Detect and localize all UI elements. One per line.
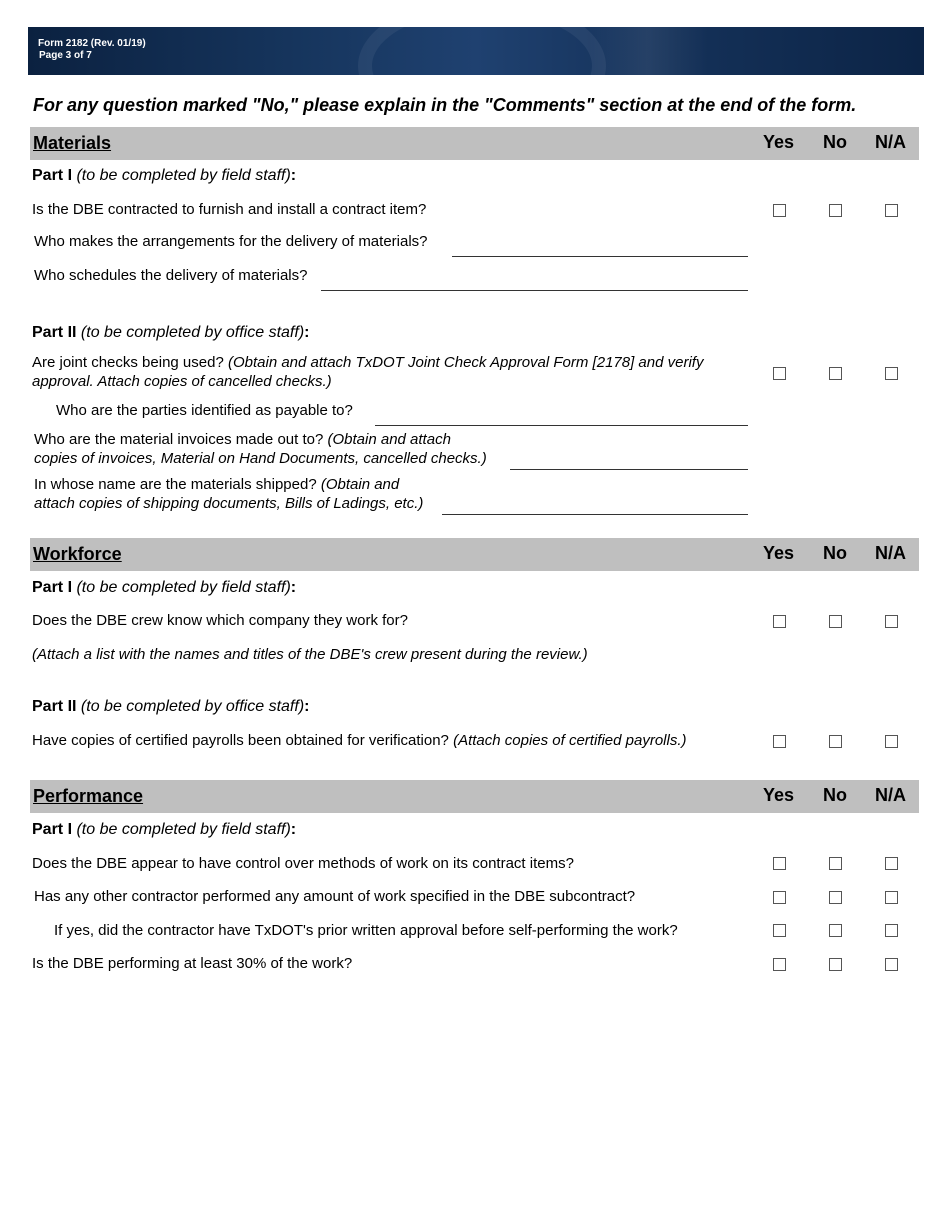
answer-line-invoices[interactable] <box>510 469 748 470</box>
part-note: (to be completed by office staff) <box>80 698 305 715</box>
question-parties: Who are the parties identified as payable to? <box>56 402 353 419</box>
na-checkbox[interactable] <box>885 958 898 971</box>
no-checkbox[interactable] <box>829 958 842 971</box>
question-text: In whose name are the materials shipped? <box>34 476 317 493</box>
part-colon: : <box>290 579 297 596</box>
na-checkbox[interactable] <box>885 924 898 937</box>
column-na: N/A <box>875 543 906 563</box>
column-no: No <box>823 132 847 152</box>
column-yes: Yes <box>763 543 795 563</box>
question-note: attach copies of shipping documents, Bills of Ladings, etc.) <box>34 495 424 512</box>
na-checkbox[interactable] <box>885 367 898 380</box>
question-note: (Obtain and attach TxDOT Joint Check Approval Form [2178] and verify approval. Attach copies of cancelled checks.) <box>32 354 704 390</box>
part-label: Part I <box>32 579 73 596</box>
attach-note: (Attach a list with the names and titles of the DBE's crew present during the review.) <box>32 646 588 663</box>
no-checkbox[interactable] <box>829 367 842 380</box>
answer-line-shipped[interactable] <box>442 514 748 515</box>
question-note: (Obtain and <box>320 476 400 493</box>
yes-checkbox[interactable] <box>773 891 786 904</box>
yes-checkbox[interactable] <box>773 735 786 748</box>
question-arrangements: Who makes the arrangements for the delivery of materials? <box>34 233 428 250</box>
na-checkbox[interactable] <box>885 735 898 748</box>
part-colon: : <box>304 324 310 341</box>
answer-line-schedules[interactable] <box>321 290 748 291</box>
form-header-banner <box>28 27 924 75</box>
form-number: Form 2182 (Rev. 01/19) <box>38 38 146 49</box>
part-colon: : <box>304 698 310 715</box>
answer-line-arrangements[interactable] <box>452 256 748 257</box>
part-label: Part II <box>32 324 77 341</box>
section-header-performance <box>30 780 919 813</box>
no-checkbox[interactable] <box>829 924 842 937</box>
part-label: Part II <box>32 698 77 715</box>
part-note: (to be completed by field staff) <box>76 579 291 596</box>
column-yes: Yes <box>763 132 795 152</box>
question-text: Have copies of certified payrolls been obtained for verification? <box>32 732 449 749</box>
part-heading <box>32 166 296 185</box>
question-text: Are joint checks being used? <box>32 354 224 371</box>
question-schedules: Who schedules the delivery of materials? <box>34 267 308 284</box>
section-header-workforce <box>30 538 919 571</box>
part-heading <box>32 697 309 716</box>
instruction-text: For any question marked "No," please explain in the "Comments" section at the end of the form. <box>33 95 857 115</box>
column-na: N/A <box>875 132 906 152</box>
question-note: (Obtain and attach <box>327 431 451 448</box>
yes-checkbox[interactable] <box>773 924 786 937</box>
question-note: copies of invoices, Material on Hand Documents, cancelled checks.) <box>34 450 487 467</box>
yes-checkbox[interactable] <box>773 958 786 971</box>
part-note: (to be completed by field staff) <box>76 167 291 184</box>
part-heading <box>32 820 296 839</box>
na-checkbox[interactable] <box>885 891 898 904</box>
question-crew: Does the DBE crew know which company they work for? <box>32 612 408 629</box>
question-invoices <box>34 430 451 449</box>
na-checkbox[interactable] <box>885 857 898 870</box>
no-checkbox[interactable] <box>829 891 842 904</box>
yes-checkbox[interactable] <box>773 615 786 628</box>
no-checkbox[interactable] <box>829 857 842 870</box>
section-header-materials <box>30 127 919 160</box>
na-checkbox[interactable] <box>885 615 898 628</box>
na-checkbox[interactable] <box>885 204 898 217</box>
question-30-percent: Is the DBE performing at least 30% of the work? <box>32 955 353 972</box>
part-label: Part I <box>32 167 73 184</box>
section-title: Performance <box>33 786 144 806</box>
part-label: Part I <box>32 821 73 838</box>
question-furnish: Is the DBE contracted to furnish and install a contract item? <box>32 201 427 218</box>
yes-checkbox[interactable] <box>773 857 786 870</box>
question-other-contractor: Has any other contractor performed any amount of work specified in the DBE subcontract? <box>34 888 636 905</box>
column-no: No <box>823 785 847 805</box>
question-note: (Attach copies of certified payrolls.) <box>453 732 687 749</box>
column-na: N/A <box>875 785 906 805</box>
question-payrolls <box>32 731 687 750</box>
question-control: Does the DBE appear to have control over methods of work on its contract items? <box>32 855 574 872</box>
part-note: (to be completed by office staff) <box>80 324 305 341</box>
banner-decoration <box>588 27 708 75</box>
part-colon: : <box>290 821 297 838</box>
question-joint-checks <box>32 353 742 391</box>
question-shipped <box>34 475 399 494</box>
question-text: Who are the material invoices made out to? <box>34 431 324 448</box>
part-note: (to be completed by field staff) <box>76 821 291 838</box>
yes-checkbox[interactable] <box>773 204 786 217</box>
section-title: Materials <box>33 133 112 153</box>
part-heading <box>32 578 296 597</box>
section-title: Workforce <box>33 544 122 564</box>
part-colon: : <box>290 167 297 184</box>
yes-checkbox[interactable] <box>773 367 786 380</box>
answer-line-parties[interactable] <box>375 425 748 426</box>
column-no: No <box>823 543 847 563</box>
no-checkbox[interactable] <box>829 204 842 217</box>
part-heading <box>32 323 309 342</box>
page-number: Page 3 of 7 <box>39 50 92 61</box>
column-yes: Yes <box>763 785 795 805</box>
no-checkbox[interactable] <box>829 735 842 748</box>
no-checkbox[interactable] <box>829 615 842 628</box>
question-if-yes: If yes, did the contractor have TxDOT's prior written approval before self-performing the work? <box>54 922 678 939</box>
